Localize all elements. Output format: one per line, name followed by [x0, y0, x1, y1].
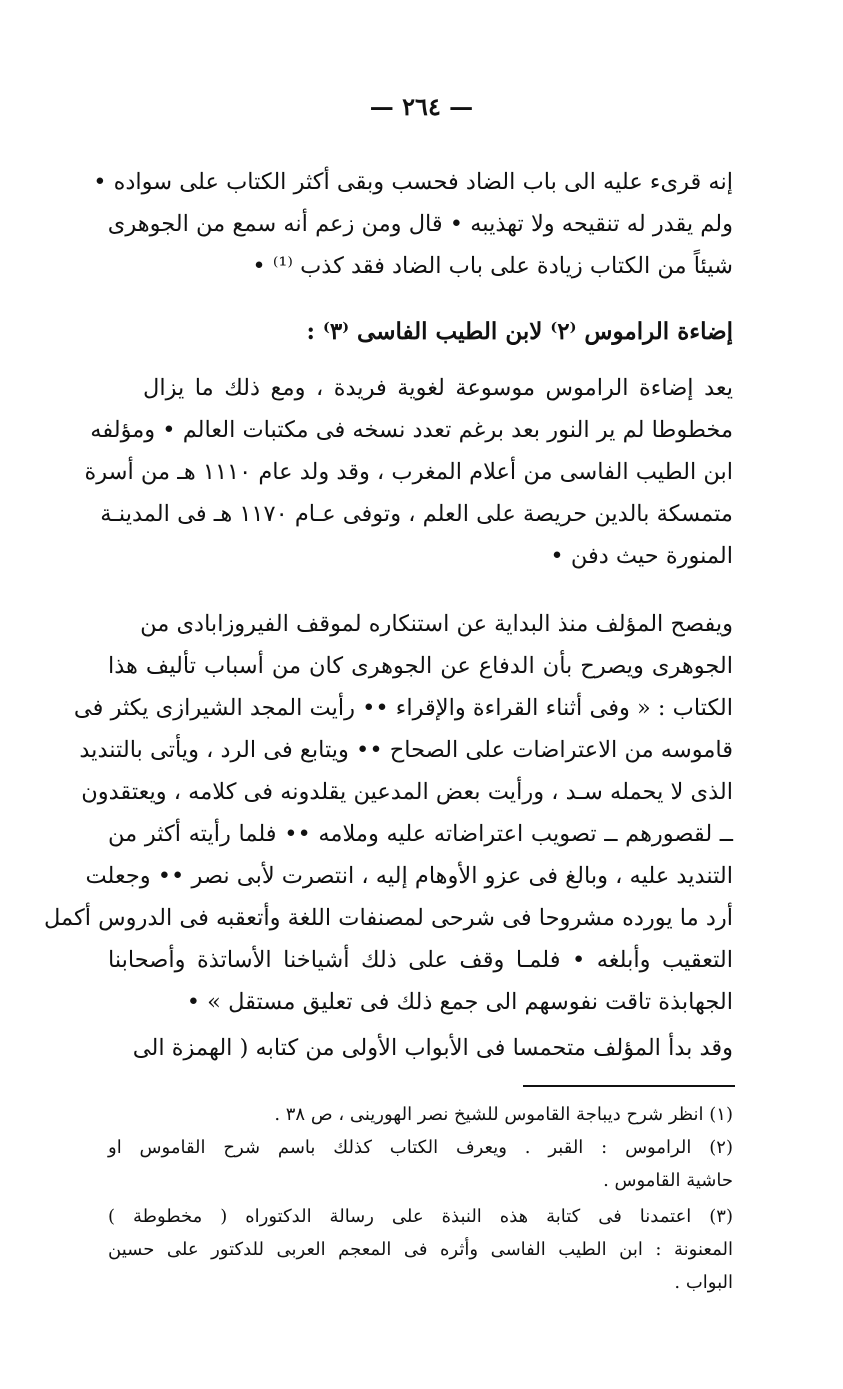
footnote-line: المعنونة : ابن الطيب الفاسى وأثره فى المعجم العربى للدكتور على حسين — [108, 1239, 733, 1260]
body-line: قاموسه من الاعتراضات على الصحاح •• ويتابع فى الرد ، ويأتى بالتنديد — [79, 737, 733, 763]
footnote-line: (٢) الراموس : القبر . ويعرف الكتاب كذلك باسم شرح القاموس او — [108, 1137, 733, 1158]
body-line: إنه قرىء عليه الى باب الضاد فحسب وبقى أكثر الكتاب على سواده • — [93, 169, 733, 195]
footnote-line: (١) انظر شرح ديباجة القاموس للشيخ نصر الهورينى ، ص ٣٨ . — [274, 1104, 733, 1125]
body-line: ــ لقصورهم ــ تصويب اعتراضاته عليه وملامه •• فلما رأيته أكثر من — [108, 821, 733, 847]
body-line: التعقيب وأبلغه • فلمـا وقف على ذلك أشياخنا الأساتذة وأصحابنا — [108, 947, 733, 973]
body-line: الجهابذة تاقت نفوسهم الى جمع ذلك فى تعليق مستقل » • — [186, 989, 733, 1015]
footnote-separator — [523, 1085, 735, 1087]
body-line: يعد إضاءة الراموس موسوعة لغوية فريدة ، ومع ذلك ما يزال — [143, 375, 733, 401]
body-line: الكتاب : « وفى أثناء القراءة والإقراء •• رأيت المجد الشيرازى يكثر فى — [73, 695, 733, 721]
page-number: — ٢٦٤ — — [369, 92, 474, 121]
body-line: متمسكة بالدين حريصة على العلم ، وتوفى عـام ١١٧٠ هـ فى المدينـة — [100, 501, 733, 527]
body-line: شيئاً من الكتاب زيادة على باب الضاد فقد كذب ⁽¹⁾ • — [252, 253, 733, 279]
footnote-line: حاشية القاموس . — [603, 1170, 733, 1191]
body-line: ابن الطيب الفاسى من أعلام المغرب ، وقد ولد عام ١١١٠ هـ من أسرة — [84, 459, 733, 485]
section-heading: إضاءة الراموس ⁽٢⁾ لابن الطيب الفاسى ⁽٣⁾ : — [306, 318, 733, 345]
body-line: المنورة حيث دفن • — [550, 543, 733, 569]
body-line: مخطوطا لم ير النور بعد برغم تعدد نسخه فى مكتبات العالم • ومؤلفه — [90, 417, 733, 443]
body-line: وقد بدأ المؤلف متحمسا فى الأبواب الأولى من كتابه ( الهمزة الى — [132, 1035, 733, 1061]
footnote-line: (٣) اعتمدنا فى كتابة هذه النبذة على رسالة الدكتوراه ( مخطوطة ) — [108, 1206, 733, 1227]
body-line: الجوهرى ويصرح بأن الدفاع عن الجوهرى كان من أسباب تأليف هذا — [108, 653, 733, 679]
footnote-line: البواب . — [674, 1272, 733, 1293]
body-line: أرد ما يورده مشروحا فى شرحى لمصنفات اللغة وأتعقبه فى الدروس أكمل — [43, 905, 733, 931]
body-line: ويفصح المؤلف منذ البداية عن استنكاره لموقف الفيروزابادى من — [140, 611, 733, 637]
body-line: التنديد عليه ، وبالغ فى عزو الأوهام إليه ، انتصرت لأبى نصر •• وجعلت — [85, 863, 733, 889]
body-line: الذى لا يحمله سـد ، ورأيت بعض المدعين يقلدونه فى كلامه ، ويعتقدون — [81, 779, 733, 805]
body-line: ولم يقدر له تنقيحه ولا تهذيبه • قال ومن زعم أنه سمع من الجوهرى — [107, 211, 733, 237]
